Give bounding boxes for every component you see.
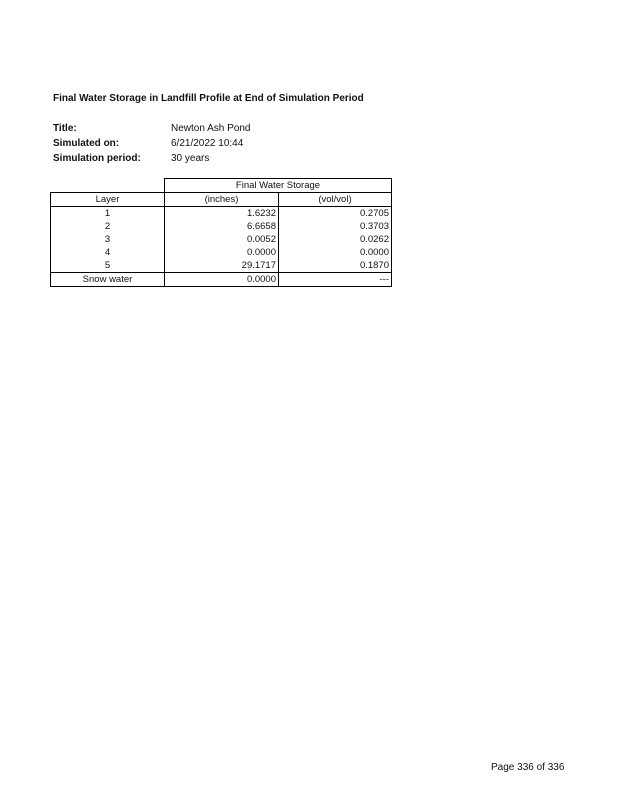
table-row: [51, 233, 392, 246]
table-column-header-row: [51, 193, 392, 207]
layer-cell: 2: [51, 220, 165, 233]
layer-cell: Snow water: [51, 273, 165, 287]
column-header-layer: Layer: [51, 193, 165, 207]
volvol-cell: 0.0262: [279, 233, 392, 246]
table-corner-empty: [51, 179, 165, 193]
inches-cell: 0.0000: [165, 273, 279, 287]
title-label: Title:: [53, 123, 77, 134]
final-water-storage-header: Final Water Storage: [165, 179, 392, 193]
volvol-cell: 0.1870: [279, 259, 392, 273]
column-header-inches: (inches): [165, 193, 279, 207]
water-storage-table: [50, 178, 392, 287]
title-value: Newton Ash Pond: [171, 123, 251, 134]
table-row: [51, 246, 392, 259]
simulated-on-value: 6/21/2022 10:44: [171, 138, 244, 149]
volvol-cell: 0.0000: [279, 246, 392, 259]
simulation-period-label: Simulation period:: [53, 153, 141, 164]
inches-cell: 1.6232: [165, 207, 279, 221]
meta-row-title: [53, 121, 251, 136]
simulated-on-label: Simulated on:: [53, 138, 120, 149]
table-row: [51, 207, 392, 221]
table-row: [51, 273, 392, 287]
table-group-header-row: [51, 179, 392, 193]
inches-cell: 6.6658: [165, 220, 279, 233]
document-title: Final Water Storage in Landfill Profile at End of Simulation Period: [53, 93, 364, 104]
layer-cell: 5: [51, 259, 165, 273]
inches-cell: 0.0052: [165, 233, 279, 246]
page-number: Page 336 of 336: [491, 762, 565, 773]
meta-row-period: [53, 151, 251, 166]
inches-cell: 0.0000: [165, 246, 279, 259]
inches-cell: 29.1717: [165, 259, 279, 273]
column-header-volvol: (vol/vol): [279, 193, 392, 207]
table-row: [51, 220, 392, 233]
layer-cell: 3: [51, 233, 165, 246]
volvol-cell: 0.2705: [279, 207, 392, 221]
volvol-cell: 0.3703: [279, 220, 392, 233]
simulation-period-value: 30 years: [171, 153, 210, 164]
layer-cell: 1: [51, 207, 165, 221]
meta-row-simulated: [53, 136, 251, 151]
simulation-metadata: [53, 121, 251, 166]
volvol-cell: ---: [279, 273, 392, 287]
layer-cell: 4: [51, 246, 165, 259]
table-row: [51, 259, 392, 273]
